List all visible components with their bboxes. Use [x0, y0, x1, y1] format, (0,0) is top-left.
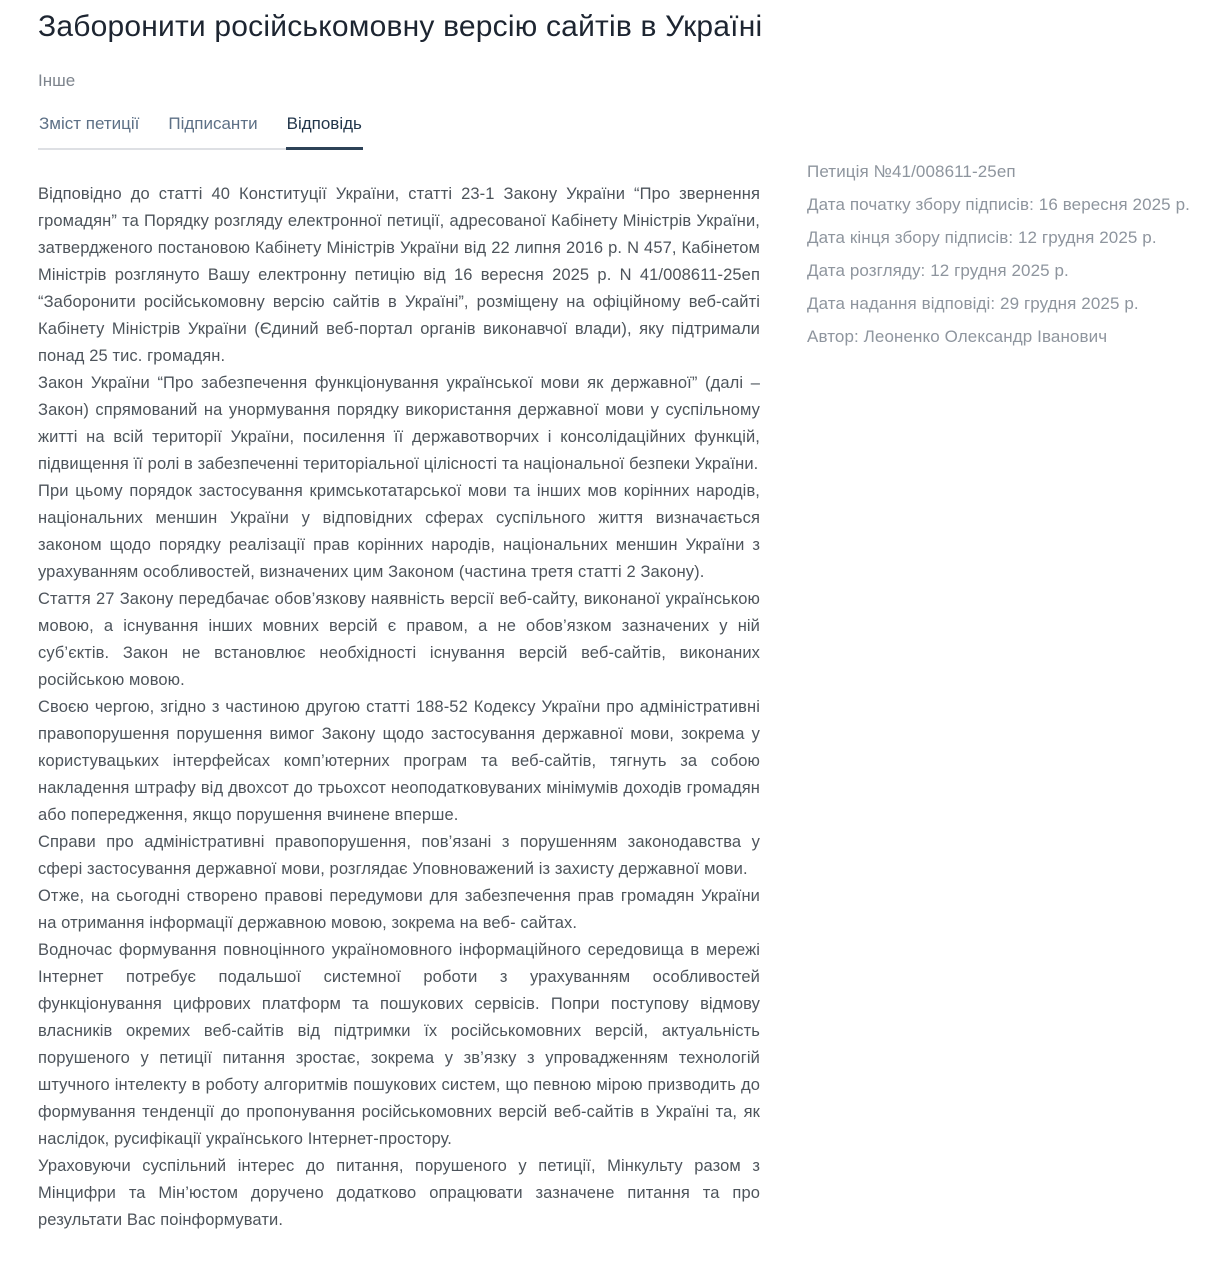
tab-petition-content[interactable]: Зміст петиції: [39, 114, 140, 133]
response-paragraph-1: Відповідно до статті 40 Конституції України, статті 23-1 Закону України “Про звернення громадян” та Порядку розгляду електронної петиції, адресованої Кабінету Міністрів України, затвердженого постановою Кабінету Міністрів України від 22 липня 2016 р. N 457, Кабінетом Міністрів розглянуто Вашу електронну петицію від 16 вересня 2025 р. N 41/008611-25еп “Заборонити російськомовну версію сайтів в Україні”, розміщену на офіційному веб-сайті Кабінету Міністрів України (Єдиний веб-портал органів виконавчої влади), яку підтримали понад 25 тис. громадян.: [38, 185, 760, 365]
meta-response-date: Дата надання відповіді: 29 грудня 2025 р.: [807, 294, 1139, 313]
petition-meta: [807, 161, 1205, 1234]
meta-author: Автор: Леоненко Олександр Іванович: [807, 327, 1108, 346]
response-paragraph-3: При цьому порядок застосування кримськотатарської мови та інших мов корінних народів, національних меншин України у відповідних сферах суспільного життя визначається законом щодо порядку реалізації прав корінних народів, національних меншин України з урахуванням особливостей, визначених цим Законом (частина третя статті 2 Закону).: [38, 482, 760, 581]
meta-end-date: Дата кінця збору підписів: 12 грудня 2025 р.: [807, 228, 1157, 247]
content-columns: [38, 162, 1205, 1234]
response-paragraph-8: Водночас формування повноцінного україномовного інформаційного середовища в мережі Інтернет потребує подальшої системної роботи з урахуванням особливостей функціонування цифрових платформ та пошукових сервісів. Попри поступову відмову власників окремих веб-сайтів від підтримки їх російськомовних версій, актуальність порушеного у петиції питання зростає, зокрема у зв’язку з упровадженням технологій штучного інтелекту в роботу алгоритмів пошукових систем, що певною мірою призводить до формування тенденції до пропонування російськомовних версій веб-сайтів в Україні та, як наслідок, русифікації українського Інтернет-простору.: [38, 941, 760, 1148]
petition-number: Петиція №41/008611-25еп: [807, 162, 1016, 181]
response-paragraph-5: Своєю чергою, згідно з частиною другою статті 188-52 Кодексу України про адміністративні правопорушення порушення вимог Закону щодо застосування державної мови, зокрема у користувацьких інтерфейсах комп’ютерних програм та веб-сайтів, тягнуть за собою накладення штрафу від двохсот до трьохсот неоподатковуваних мінімумів доходів громадян або попередження, якщо порушення вчинене вперше.: [38, 698, 760, 824]
tab-response[interactable]: Відповідь: [286, 114, 363, 150]
response-paragraph-7: Отже, на сьогодні створено правові передумови для забезпечення прав громадян України на отримання інформації державною мовою, зокрема на веб- сайтах.: [38, 887, 760, 932]
response-paragraph-6: Справи про адміністративні правопорушення, пов’язані з порушенням законодавства у сфері застосування державної мови, розглядає Уповноважений із захисту державної мови.: [38, 833, 760, 878]
response-paragraph-2: Закон України “Про забезпечення функціонування української мови як державної” (далі – Закон) спрямований на унормування порядку використання державної мови у суспільному житті на всій території України, посилення її державотворчих і консолідаційних функцій, підвищення її ролі в забезпеченні територіальної цілісності та національної безпеки України.: [38, 374, 760, 473]
tab-signatories[interactable]: Підписанти: [168, 114, 258, 133]
meta-review-date: Дата розгляду: 12 грудня 2025 р.: [807, 261, 1069, 280]
response-paragraph-9: Ураховуючи суспільний інтерес до питання, порушеного у петиції, Мінкульту разом з Мінцифри та Мін’юстом доручено додатково опрацювати зазначене питання та про результати Вас поінформувати.: [38, 1157, 760, 1229]
petition-category: Інше: [38, 71, 76, 90]
tabs: [38, 114, 363, 150]
response-paragraph-4: Стаття 27 Закону передбачає обов’язкову наявність версії веб-сайту, виконаної українською мовою, а існування інших мовних версій є правом, а не обов’язком зазначених у ній суб’єктів. Закон не встановлює необхідності існування версій веб-сайтів, виконаних російською мовою.: [38, 590, 760, 689]
page-title: Заборонити російськомовну версію сайтів в Україні: [38, 10, 763, 43]
meta-start-date: Дата початку збору підписів: 16 вересня 2025 р.: [807, 195, 1190, 214]
response-text: [38, 181, 760, 1234]
